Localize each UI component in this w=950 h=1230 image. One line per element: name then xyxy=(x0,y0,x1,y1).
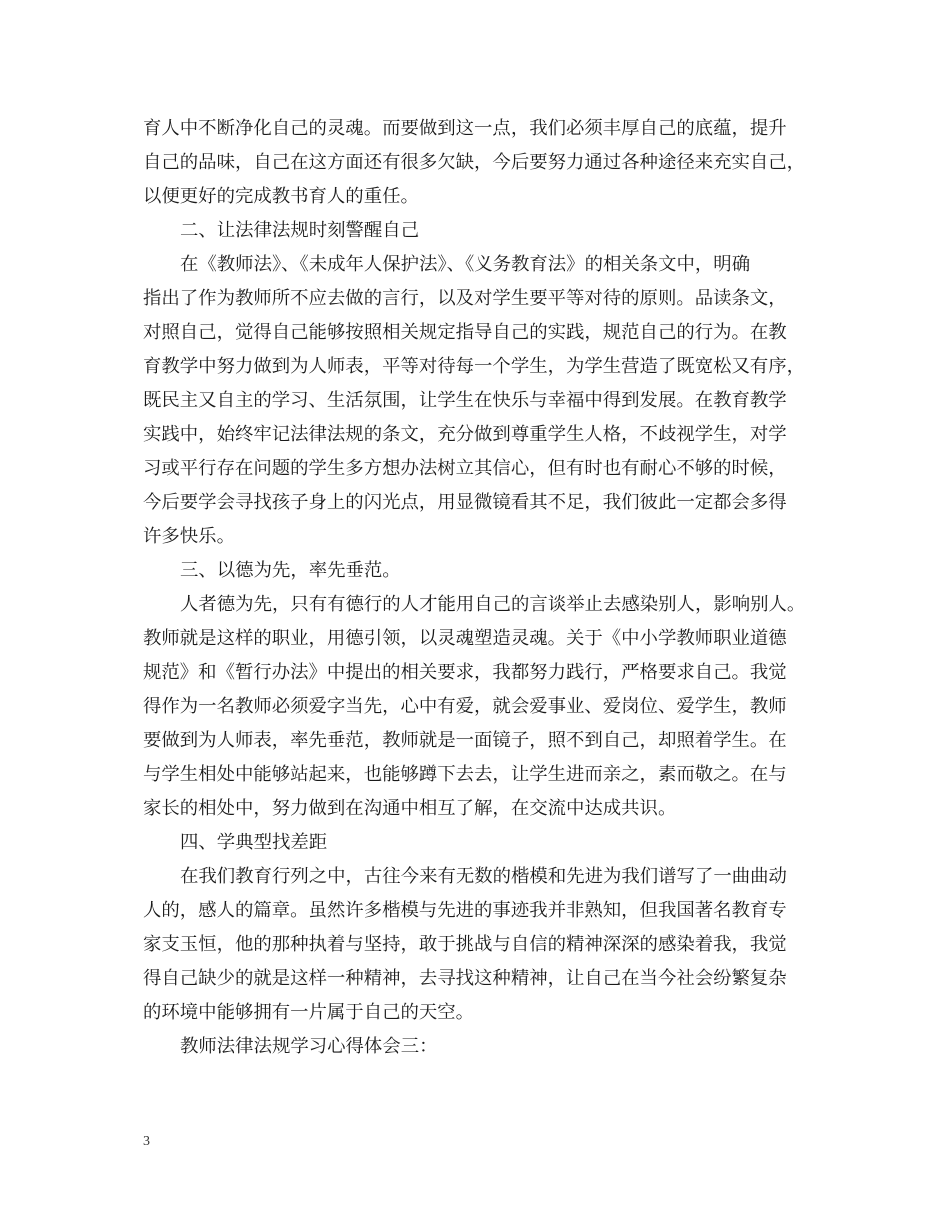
section-heading: 三、以德为先，率先垂范。 xyxy=(180,560,401,581)
body-line: 规范》和《暂行办法》中提出的相关要求，我都努力践行，严格要求自己。我觉 xyxy=(143,662,787,683)
body-line: 与学生相处中能够站起来，也能够蹲下去去，让学生进而亲之，素而敬之。在与 xyxy=(143,764,787,785)
body-line: 家支玉恒，他的那种执着与坚持，敢于挑战与自信的精神深深的感染着我，我觉 xyxy=(143,934,787,955)
paragraph-first-line: 在《教师法》、《未成年人保护法》、《义务教育法》的相关条文中，明确 xyxy=(180,254,751,275)
section-heading: 四、学典型找差距 xyxy=(180,832,328,853)
body-line: 得作为一名教师必须爱字当先，心中有爱，就会爱事业、爱岗位、爱学生，教师 xyxy=(143,696,787,717)
paragraph-first-line: 在我们教育行列之中，古往今来有无数的楷模和先进为我们谱写了一曲曲动 xyxy=(180,866,787,887)
body-line: 要做到为人师表，率先垂范，教师就是一面镜子，照不到自己，却照着学生。在 xyxy=(143,730,787,751)
body-line: 自己的品味，自己在这方面还有很多欠缺，今后要努力通过各种途径来充实自己， xyxy=(143,152,806,173)
body-line: 实践中，始终牢记法律法规的条文，充分做到尊重学生人格，不歧视学生，对学 xyxy=(143,424,787,445)
body-line: 育人中不断净化自己的灵魂。而要做到这一点，我们必须丰厚自己的底蕴，提升 xyxy=(143,118,787,139)
body-line: 育教学中努力做到为人师表，平等对待每一个学生，为学生营造了既宽松又有序， xyxy=(143,356,806,377)
body-line: 人的，感人的篇章。虽然许多楷模与先进的事迹我并非熟知，但我国著名教育专 xyxy=(143,900,787,921)
body-line: 指出了作为教师所不应去做的言行，以及对学生要平等对待的原则。品读条文， xyxy=(143,288,787,309)
body-line: 以便更好的完成教书育人的重任。 xyxy=(143,186,419,207)
body-line: 的环境中能够拥有一片属于自己的天空。 xyxy=(143,1002,475,1023)
body-line: 教师就是这样的职业，用德引领，以灵魂塑造灵魂。关于《中小学教师职业道德 xyxy=(143,628,787,649)
body-line: 许多快乐。 xyxy=(143,526,235,547)
paragraph-first-line: 人者德为先，只有有德行的人才能用自己的言谈举止去感染别人，影响别人。 xyxy=(180,594,806,615)
body-line: 今后要学会寻找孩子身上的闪光点，用显微镜看其不足，我们彼此一定都会多得 xyxy=(143,492,787,513)
section-heading: 教师法律法规学习心得体会三： xyxy=(180,1036,438,1057)
section-heading: 二、让法律法规时刻警醒自己 xyxy=(180,220,420,241)
body-line: 对照自己，觉得自己能够按照相关规定指导自己的实践，规范自己的行为。在教 xyxy=(143,322,787,343)
document-body xyxy=(143,112,823,1064)
body-line: 得自己缺少的就是这样一种精神，去寻找这种精神，让自己在当今社会纷繁复杂 xyxy=(143,968,787,989)
body-line: 习或平行存在问题的学生多方想办法树立其信心，但有时也有耐心不够的时候， xyxy=(143,458,787,479)
body-line: 既民主又自主的学习、生活氛围，让学生在快乐与幸福中得到发展。在教育教学 xyxy=(143,390,787,411)
page-number: 3 xyxy=(143,1134,150,1149)
body-line: 家长的相处中，努力做到在沟通中相互了解，在交流中达成共识。 xyxy=(143,798,677,819)
